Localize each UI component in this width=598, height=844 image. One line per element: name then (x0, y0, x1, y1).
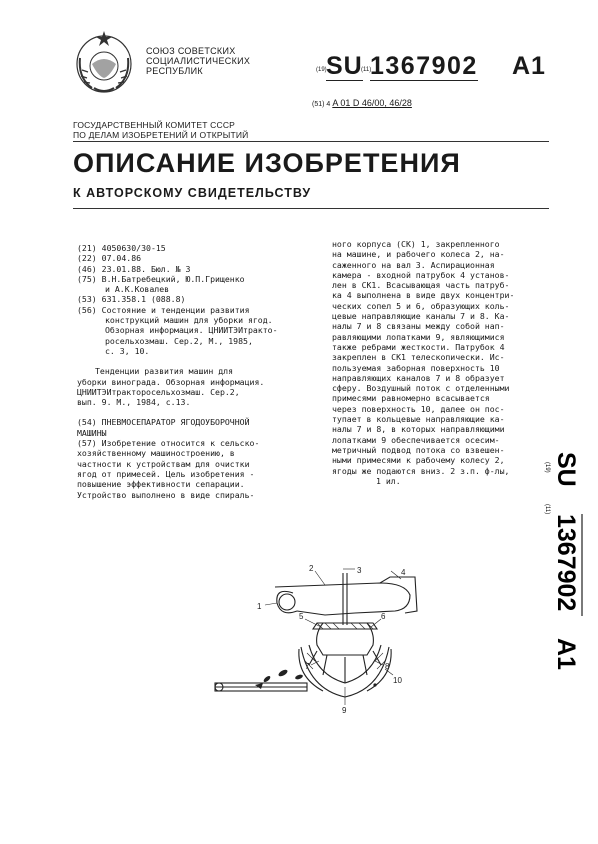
biblio-line: (56) Состояние и тенденции развития (77, 304, 250, 315)
drawing-label-7: 7 (305, 662, 310, 671)
country-line: СОЮЗ СОВЕТСКИХ (146, 46, 236, 56)
abstract-line: частности к устройствам для очистки (77, 458, 250, 469)
abstract-line: пользуемая заборная поверхность 10 (332, 362, 500, 373)
document-title: ОПИСАНИЕ ИЗОБРЕТЕНИЯ (73, 148, 461, 178)
abstract-line: 1 ил. (376, 475, 401, 486)
invention-title-line: (54) ПНЕВМОСЕПАРАТОР ЯГОДОУБОРОЧНОЙ (77, 417, 250, 428)
biblio-line: (75) В.Н.Батребецкий, Ю.П.Грищенко (77, 273, 245, 284)
abstract-line: хозяйственному машиностроению, в (77, 448, 235, 459)
biblio-line: с. 3, 10. (105, 345, 150, 356)
drawing-label-4: 4 (401, 568, 406, 577)
right-column (332, 239, 552, 486)
abstract-line: тупает в кольцевые направляющие ка- (332, 414, 505, 425)
abstract-line: ческих сопел 5 и 6, образующих коль- (332, 300, 510, 311)
code-11: (11) (361, 67, 372, 73)
reference-line: ЦНИИТЭИтракторосельхозмаш. Сер.2, (77, 386, 240, 397)
ipc-lead: (51) 4 (312, 101, 331, 108)
reference-line: уборки винограда. Обзорная информация. (77, 376, 265, 387)
abstract-line: лопатками 9 обеспечивается осесим- (332, 434, 500, 445)
drawing-label-10: 10 (393, 676, 402, 685)
drawing-label-8: 8 (385, 662, 390, 671)
reference-line: вып. 9. М., 1984, с.13. (77, 397, 191, 408)
drawing-label-3: 3 (357, 566, 362, 575)
abstract-line: лен в СК1. Всасывающая часть патруб- (332, 280, 510, 291)
drawing-label-9: 9 (342, 706, 347, 715)
biblio-line: (22) 07.04.86 (77, 253, 142, 264)
patent-number: 1367902 (370, 52, 478, 80)
drawing-label-1: 1 (257, 602, 262, 611)
abstract-line: закреплен в СК1 телескопически. Ис- (332, 352, 505, 363)
side-code-19: (19) (544, 462, 550, 473)
divider (73, 208, 549, 209)
abstract-line: ка 4 выполнена в виде двух концентри- (332, 290, 515, 301)
country-code: SU (326, 52, 363, 80)
biblio-line: (53) 631.358.1 (088.8) (77, 294, 186, 305)
biblio-line: (46) 23.01.88. Бюл. № 3 (77, 263, 191, 274)
country-line: СОЦИАЛИСТИЧЕСКИХ (146, 56, 251, 66)
abstract-line: ного корпуса (СК) 1, закрепленного (332, 239, 500, 249)
abstract-line: повышение эффективности сепарации. (77, 479, 245, 490)
biblio-line: Обзорная информация. ЦНИИТЭИтракто- (105, 325, 278, 336)
side-stamp (538, 448, 588, 678)
abstract-line: налы 7 и 8 связаны между собой нап- (332, 321, 505, 332)
abstract-line: примесями равномерно всасывается (332, 393, 490, 404)
biblio-line: и А.К.Ковалев (105, 284, 170, 295)
ipc-classification (312, 98, 412, 108)
document-kind: A1 (512, 52, 546, 80)
ussr-emblem (72, 28, 136, 98)
abstract-line: цевые направляющие каналы 7 и 8. Ка- (332, 311, 510, 322)
left-column (77, 243, 315, 500)
abstract-line: на машине, и рабочего колеса 2, на- (332, 249, 505, 260)
ipc-classes: A 01 D 46/00, 46/28 (332, 98, 412, 108)
drawing-label-6: 6 (381, 612, 386, 621)
invention-title-line: МАШИНЫ (77, 427, 107, 438)
side-country-code: SU (552, 452, 580, 487)
side-patent-number: 1367902 (552, 514, 580, 612)
committee-line: ПО ДЕЛАМ ИЗОБРЕТЕНИЙ И ОТКРЫТИЙ (73, 130, 249, 140)
drawing-label-2: 2 (309, 565, 314, 573)
biblio-line: (21) 4050630/30-15 (77, 243, 166, 253)
side-code-11: (11) (544, 504, 550, 515)
abstract-line: направляющих каналов 7 и 8 образует (332, 372, 505, 383)
committee-line: ГОСУДАРСТВЕННЫЙ КОМИТЕТ СССР (73, 120, 236, 130)
abstract-line: ными примесями к рабочему колесу 2, (332, 455, 505, 466)
code-19: (19) (316, 67, 327, 73)
abstract-line: налы 7 и 8, в которых направляющими (332, 424, 505, 435)
abstract-line: камера - входной патрубок 4 установ- (332, 269, 510, 280)
abstract-line: также ребрами жесткости. Патрубок 4 (332, 341, 505, 352)
drawing-label-5: 5 (299, 612, 304, 621)
abstract-line: (57) Изобретение относится к сельско- (77, 438, 260, 449)
country-line: РЕСПУБЛИК (146, 66, 203, 76)
abstract-line: Устройство выполнено в виде спираль- (77, 489, 255, 500)
committee (73, 120, 249, 140)
abstract-line: саженного на вал 3. Аспирационная (332, 259, 495, 270)
abstract-line: через поверхность 10, далее он пос- (332, 403, 505, 414)
reference-line: Тенденции развития машин для (95, 366, 234, 377)
abstract-line: сферу. Воздушный поток с отделенными (332, 383, 510, 394)
divider (73, 141, 549, 142)
abstract-line: равляющими лопатками 9, являющимися (332, 331, 505, 342)
abstract-line: ягод от примесей. Цель изобретения - (77, 468, 255, 479)
document-subtitle: К АВТОРСКОМУ СВИДЕТЕЛЬСТВУ (73, 186, 312, 200)
abstract-line: метричный подвод потока со взвешен- (332, 444, 505, 455)
side-document-kind: A1 (552, 638, 580, 670)
biblio-line: конструкций машин для уборки ягод. (105, 315, 273, 326)
country-name (146, 46, 250, 76)
biblio-line: росельхозмаш. Сер.2, М., 1985, (105, 335, 253, 346)
abstract-line: ягоды же подаются вниз. 2 з.п. ф-лы, (332, 465, 510, 476)
patent-drawing (205, 565, 440, 720)
